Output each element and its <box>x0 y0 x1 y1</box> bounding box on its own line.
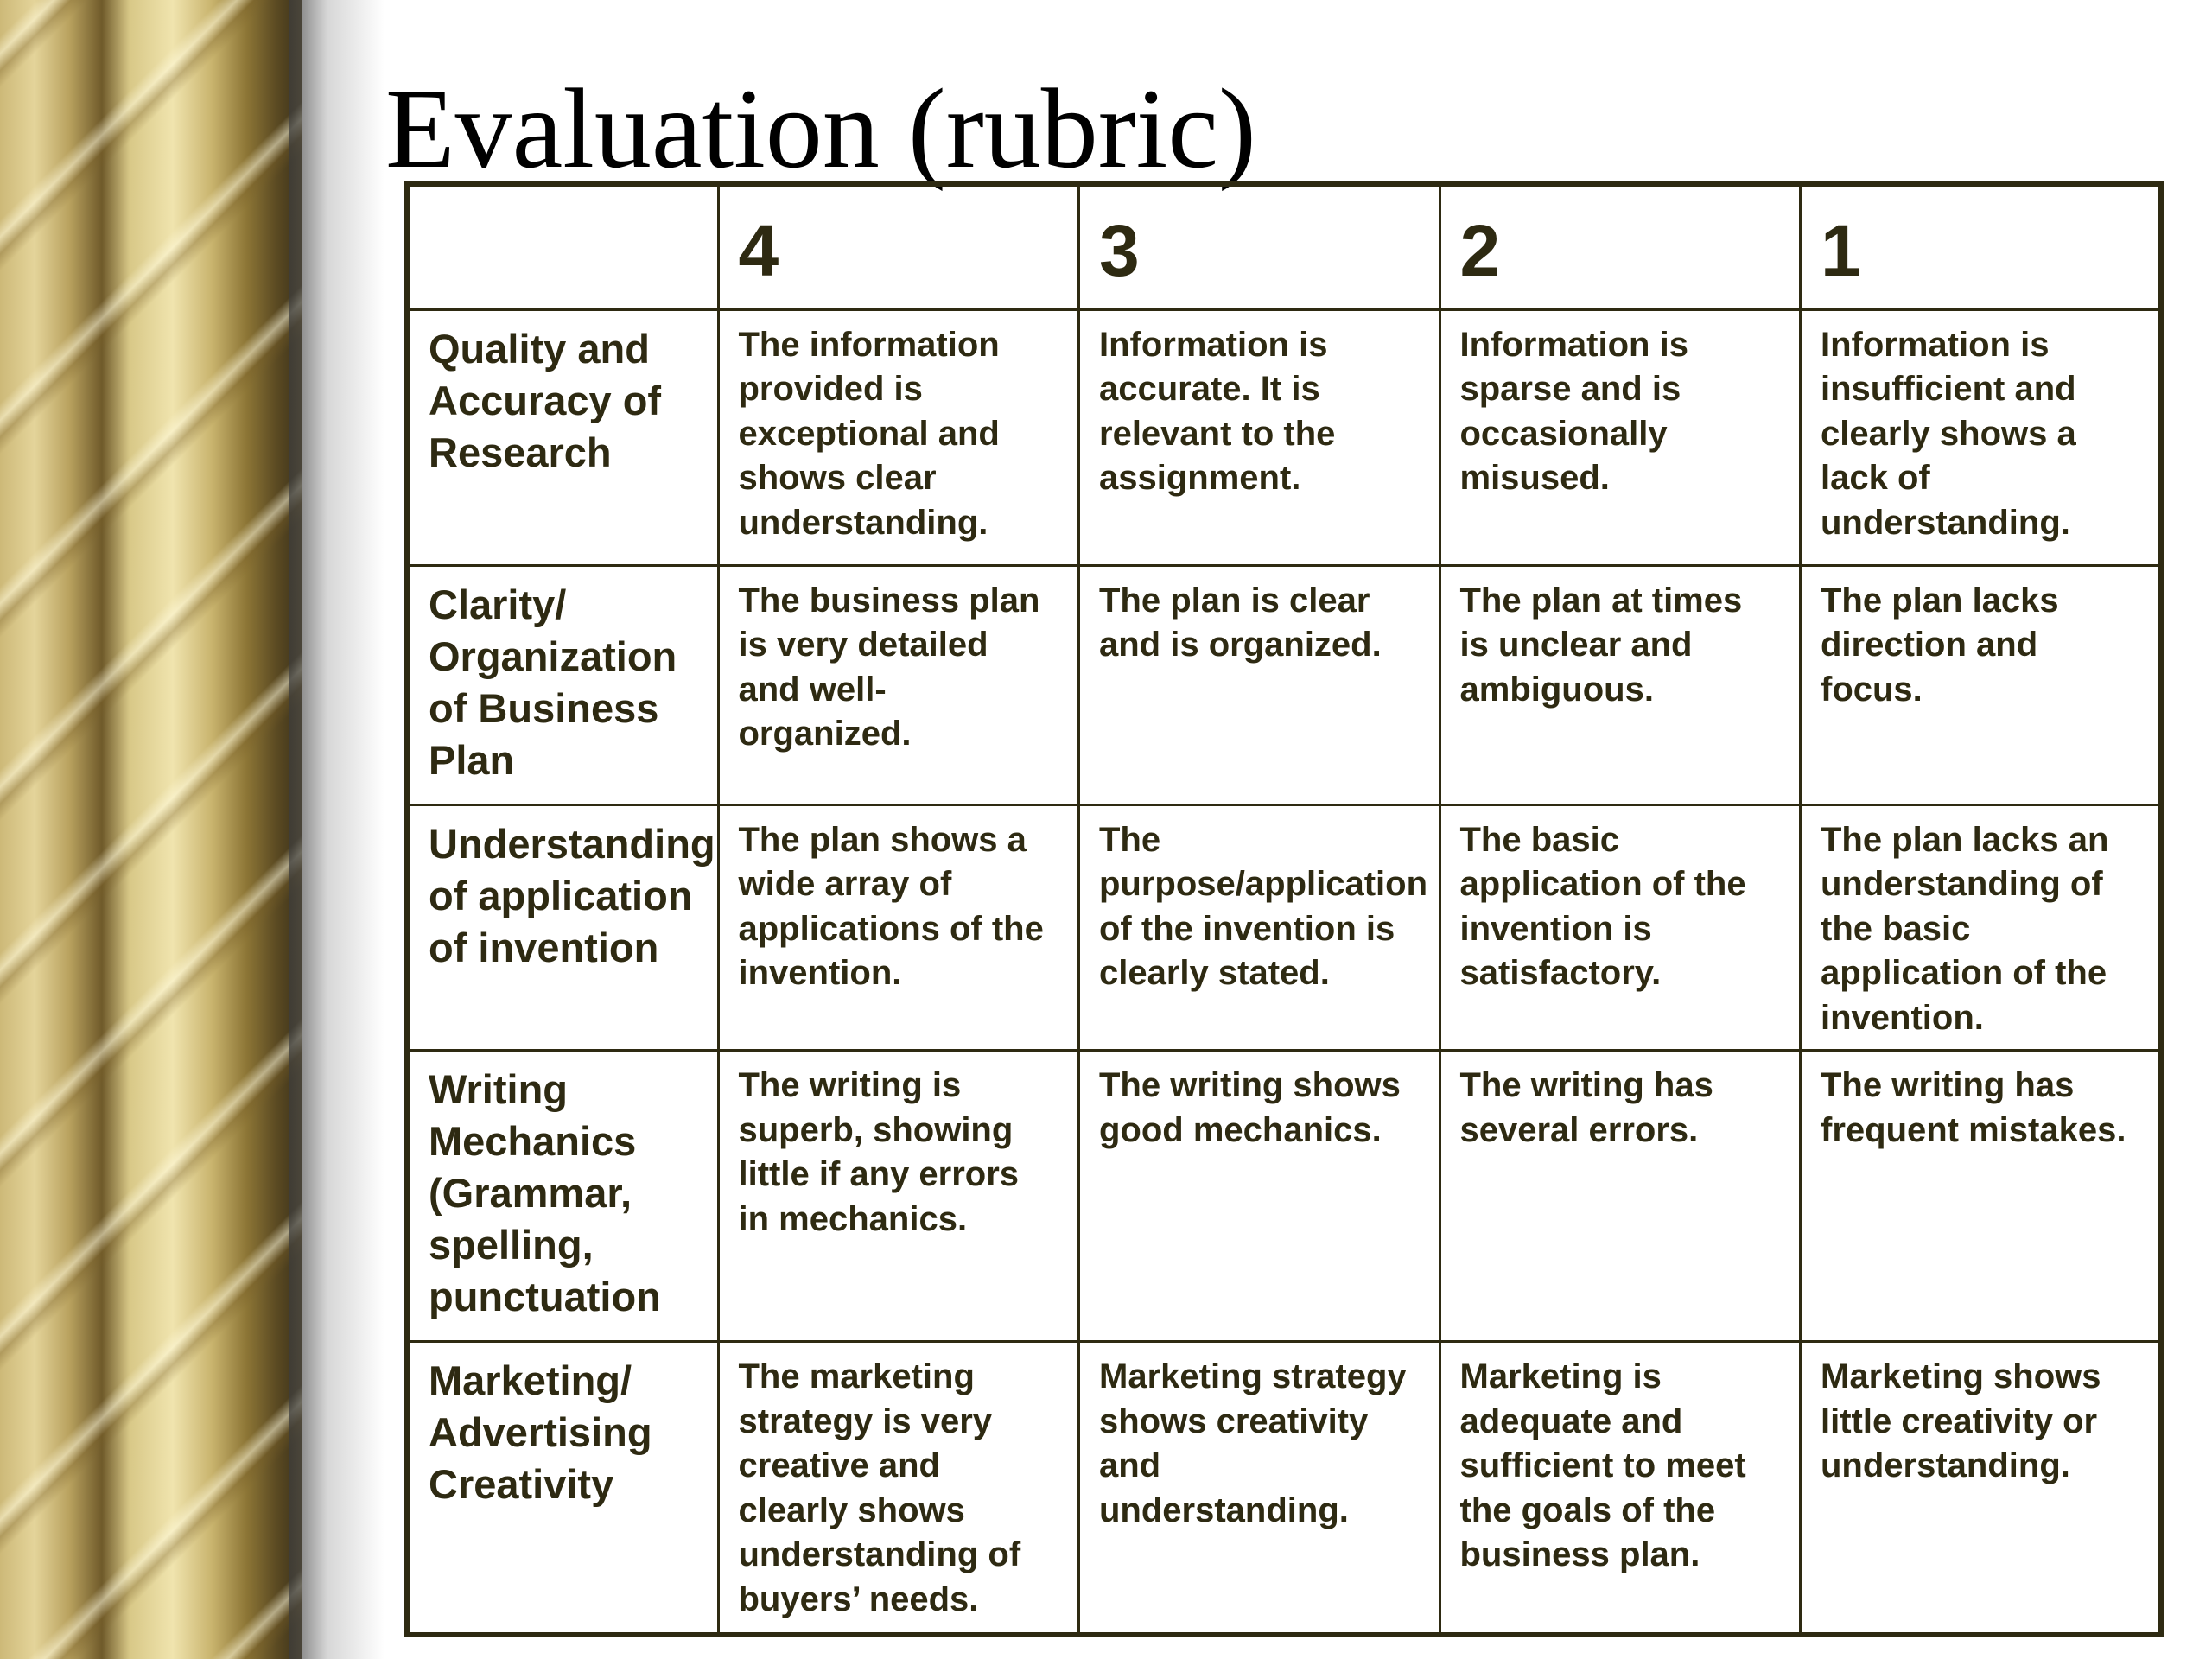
criterion-writing-mechanics: Writing Mechanics (Grammar, spelling, punctuation <box>407 1051 718 1342</box>
rubric-cell: The plan at times is unclear and ambiguous. <box>1440 565 1801 804</box>
rubric-cell: The business plan is very detailed and well-organized. <box>718 565 1079 804</box>
score-header-1: 1 <box>1801 184 2162 309</box>
rubric-cell: The plan shows a wide array of applications of the invention. <box>718 804 1079 1051</box>
table-header-row <box>407 184 2161 309</box>
score-header-3: 3 <box>1079 184 1440 309</box>
header-empty-cell <box>407 184 718 309</box>
rubric-cell: The information provided is exceptional and shows clear understanding. <box>718 309 1079 565</box>
rubric-cell: The plan lacks an understanding of the basic application of the invention. <box>1801 804 2162 1051</box>
decorative-gold-column <box>0 0 302 1659</box>
table-row <box>407 565 2161 804</box>
table-row <box>407 1342 2161 1635</box>
rubric-cell: The writing has frequent mistakes. <box>1801 1051 2162 1342</box>
rubric-table <box>404 181 2164 1637</box>
rubric-cell: The marketing strategy is very creative and clearly shows understanding of buyers’ needs. <box>718 1342 1079 1635</box>
rubric-cell: Information is insufficient and clearly shows a lack of understanding. <box>1801 309 2162 565</box>
score-header-4: 4 <box>718 184 1079 309</box>
rubric-cell: Information is accurate. It is relevant to the assignment. <box>1079 309 1440 565</box>
criterion-marketing-creativity: Marketing/ Advertising Creativity <box>407 1342 718 1635</box>
decorative-shadow <box>289 0 385 1659</box>
criterion-understanding-application: Understanding of application of invention <box>407 804 718 1051</box>
rubric-cell: The writing has several errors. <box>1440 1051 1801 1342</box>
rubric-cell: The writing is superb, showing little if any errors in mechanics. <box>718 1051 1079 1342</box>
table-row <box>407 309 2161 565</box>
rubric-cell: Marketing strategy shows creativity and understanding. <box>1079 1342 1440 1635</box>
table-row <box>407 804 2161 1051</box>
rubric-cell: The plan is clear and is organized. <box>1079 565 1440 804</box>
rubric-cell: The basic application of the invention is satisfactory. <box>1440 804 1801 1051</box>
rubric-cell: The writing shows good mechanics. <box>1079 1051 1440 1342</box>
slide-title: Evaluation (rubric) <box>385 65 1256 192</box>
rubric-cell: Marketing shows little creativity or understanding. <box>1801 1342 2162 1635</box>
rubric-cell: Marketing is adequate and sufficient to meet the goals of the business plan. <box>1440 1342 1801 1635</box>
rubric-cell: The plan lacks direction and focus. <box>1801 565 2162 804</box>
table-row <box>407 1051 2161 1342</box>
criterion-quality-accuracy: Quality and Accuracy of Research <box>407 309 718 565</box>
score-header-2: 2 <box>1440 184 1801 309</box>
rubric-cell: The purpose/application of the invention is clearly stated. <box>1079 804 1440 1051</box>
rubric-cell: Information is sparse and is occasionally misused. <box>1440 309 1801 565</box>
criterion-clarity-organization: Clarity/ Organization of Business Plan <box>407 565 718 804</box>
